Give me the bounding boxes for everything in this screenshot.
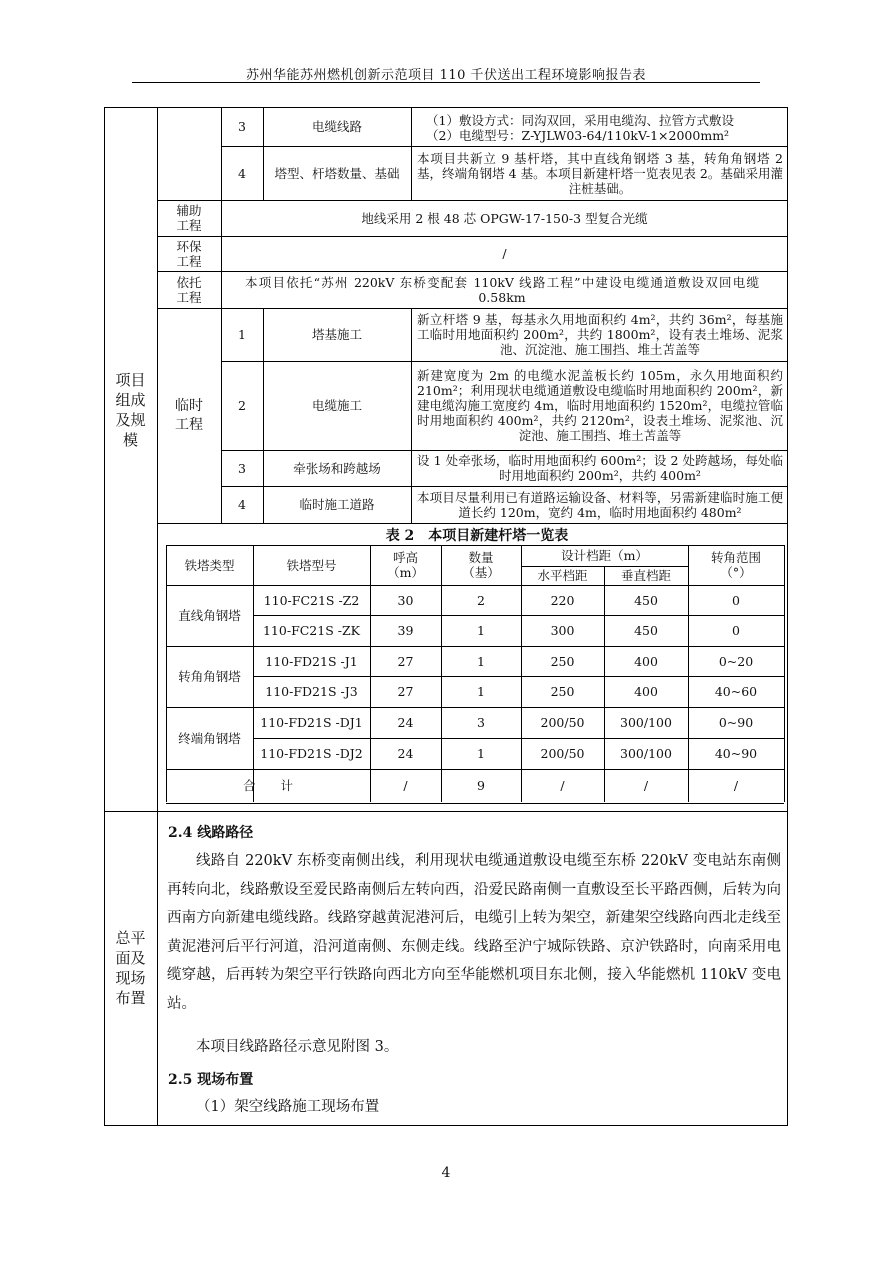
cell-height: 30 [397, 592, 414, 608]
cell-hspan: 200/50 [540, 715, 585, 730]
cell-hspan: 250 [550, 684, 575, 699]
row-line [157, 523, 788, 524]
item-col-divider [411, 107, 412, 200]
cell-height: 27 [397, 684, 414, 699]
temp3-item: 牵张场和跨越场 [293, 460, 381, 476]
cell-vspan: 300/100 [620, 746, 672, 761]
section-2-4-para: 线路自 220kV 东桥变南侧出线，利用现状电缆通道敷设电缆至东桥 220kV 变电站东南侧再转向北，线路敷设至爱民路南侧后左转向西，沿爱民路南侧一直敷设至长平路西侧，后转为向西南方向新建电缆线路。线路穿越黄泥港河后，电缆引上转为架空，新建架空线路向西北走线至黄泥港河后平行河道，沿河道南侧、东侧走线。线路至沪宁城际铁路、京沪铁路时，向南采用电缆穿越，后再转为架空平行铁路向西北方向至华能燃机项目东北侧，接入华能燃机 110kV 变电站。 [167, 853, 781, 1012]
row4-no: 4 [238, 165, 246, 181]
cell-height: 27 [397, 653, 414, 669]
total-vspan: / [643, 778, 649, 793]
rely-label: 依托 工程 [176, 274, 202, 305]
group-type: 直线角钢塔 [178, 608, 241, 623]
cell-count: 3 [477, 715, 485, 730]
temp2-desc: 新建宽度为 2m 的电缆水泥盖板长约 105m，永久用地面积约 210m²；利用现状电缆通道敷设电缆临时用地面积约 200m²，新建电缆沟施工宽度约 4m，临时用地面积约 1520m²，电缆拉管临时用地面积约 400m²，共约 2120m²，设表土堆场、泥浆池、沉淀池、施工围挡、堆土苫盖等 [417, 368, 783, 443]
group-type: 终端角钢塔 [178, 730, 241, 746]
cell-model: 110-FD21S -J3 [265, 684, 358, 699]
temp2-no: 2 [238, 398, 246, 413]
th-hspan: 水平档距 [537, 568, 588, 583]
cell-count: 1 [477, 746, 485, 761]
header-rule [132, 82, 760, 83]
table2-title: 表 2 本项目新建杆塔一览表 [385, 528, 569, 544]
cell-model: 110-FD21S -DJ1 [260, 715, 363, 730]
section-2-4-para2: 本项目线路路径示意见附图 3。 [196, 1039, 399, 1055]
th-span: 设计档距（m） [561, 548, 648, 563]
cell-angle: 40~90 [714, 746, 758, 761]
cell-model: 110-FC21S -Z2 [263, 592, 360, 608]
temp4-item: 临时施工道路 [299, 497, 375, 512]
item-col-divider-2 [411, 308, 412, 523]
th-type: 铁塔类型 [184, 557, 235, 573]
total-hspan: / [560, 778, 565, 793]
cell-angle: 0~20 [718, 653, 754, 669]
temp1-desc: 新立杆塔 9 基，每基永久用地面积约 4m²，共约 36m²，每基施工临时用地面积约 200m²，共约 1800m²，设有表土堆场、泥浆池、沉淀池、施工围挡、堆土苫盖等 [417, 312, 783, 357]
layout-label: 总平 面及 现场 布置 [115, 929, 146, 1007]
cell-count: 2 [477, 592, 485, 608]
aux-text: 地线采用 2 根 48 芯 OPGW-17-150-3 型复合光缆 [361, 210, 648, 226]
th-height: 呼高 （m） [387, 550, 424, 580]
cell-height: 24 [397, 715, 414, 730]
env-label: 环保 工程 [176, 238, 202, 269]
aux-label: 辅助 工程 [176, 203, 202, 233]
rely-text: 本项目依托“苏州 220kV 东桥变配套 110kV 线路工程”中建设电缆通道敷设双回电缆 0.58km [245, 274, 759, 305]
page-header: 苏州华能苏州燃机创新示范项目 110 千伏送出工程环境影响报告表 [245, 68, 647, 83]
cell-vspan: 300/100 [620, 715, 672, 730]
cell-vspan: 400 [634, 684, 658, 699]
temp3-desc: 设 1 处牵张场，临时用地面积约 600m²；设 2 处跨越场，每处临时用地面积约 200m²，共约 400m² [417, 453, 783, 483]
row4-item: 塔型、杆塔数量、基础 [274, 165, 400, 181]
page-number: 4 [441, 1165, 451, 1181]
cell-count: 1 [477, 623, 485, 638]
env-text: / [502, 246, 507, 261]
cell-angle: 0 [732, 623, 740, 638]
total-label: 合 计 [242, 778, 293, 793]
total-count: 9 [477, 778, 485, 793]
cell-hspan: 200/50 [540, 746, 585, 761]
th-vspan: 垂直档距 [620, 568, 671, 583]
th-angle: 转角范围 （°） [710, 550, 761, 580]
total-height: / [403, 778, 408, 793]
cell-angle: 40~60 [714, 684, 758, 699]
temp2-item: 电缆施工 [311, 398, 362, 413]
row4-desc: 本项目共新立 9 基杆塔，其中直线角钢塔 3 基，转角角钢塔 2 基，终端角钢塔 4 基。本项目新建杆塔一览表见表 2。基础采用灌注桩基础。 [417, 150, 783, 196]
section-2-5-para: （1）架空线路施工现场布置 [196, 1099, 380, 1115]
section-divider [104, 811, 788, 812]
temp1-item: 塔基施工 [311, 327, 362, 342]
temp4-no: 4 [238, 497, 246, 512]
temp4-desc: 本项目尽量利用已有道路运输设备、材料等，另需新建临时施工便道长约 120m，宽约 4m，临时用地面积约 480m² [417, 489, 783, 520]
cell-vspan: 450 [634, 623, 658, 638]
cell-height: 24 [397, 746, 414, 761]
group-type: 转角角钢塔 [178, 669, 241, 684]
cell-vspan: 450 [634, 592, 658, 608]
cell-model: 110-FD21S -J1 [265, 653, 358, 669]
t2-vline [784, 545, 785, 802]
row3-item: 电缆线路 [311, 119, 362, 134]
th-model: 铁塔型号 [286, 557, 337, 573]
section-2-4-title: 2.4 线路路径 [168, 825, 254, 841]
cell-angle: 0 [732, 592, 740, 608]
cell-count: 1 [477, 653, 485, 669]
total-angle: / [733, 778, 739, 793]
row3-no: 3 [238, 119, 246, 134]
temp1-no: 1 [238, 327, 246, 342]
cell-hspan: 300 [550, 623, 575, 638]
cell-model: 110-FD21S -DJ2 [260, 746, 363, 761]
cell-hspan: 220 [550, 592, 575, 608]
section-2-5-title: 2.5 现场布置 [168, 1072, 254, 1088]
cell-count: 1 [477, 684, 485, 699]
row3-desc: （1）敷设方式：同沟双回，采用电缆沟、拉管方式敷设 （2）电缆型号：Z-YJLW03-64/110kV-1×2000mm² [426, 112, 734, 143]
th-count: 数量 （基） [462, 550, 500, 580]
cell-model: 110-FC21S -ZK [262, 623, 360, 638]
composition-label: 项目 组成 及规 模 [115, 371, 146, 449]
temp-label: 临时 工程 [175, 397, 203, 433]
cell-vspan: 400 [634, 653, 658, 669]
cell-hspan: 250 [550, 653, 575, 669]
temp3-no: 3 [238, 460, 246, 476]
cell-height: 39 [397, 623, 414, 638]
cell-angle: 0~90 [718, 715, 754, 730]
